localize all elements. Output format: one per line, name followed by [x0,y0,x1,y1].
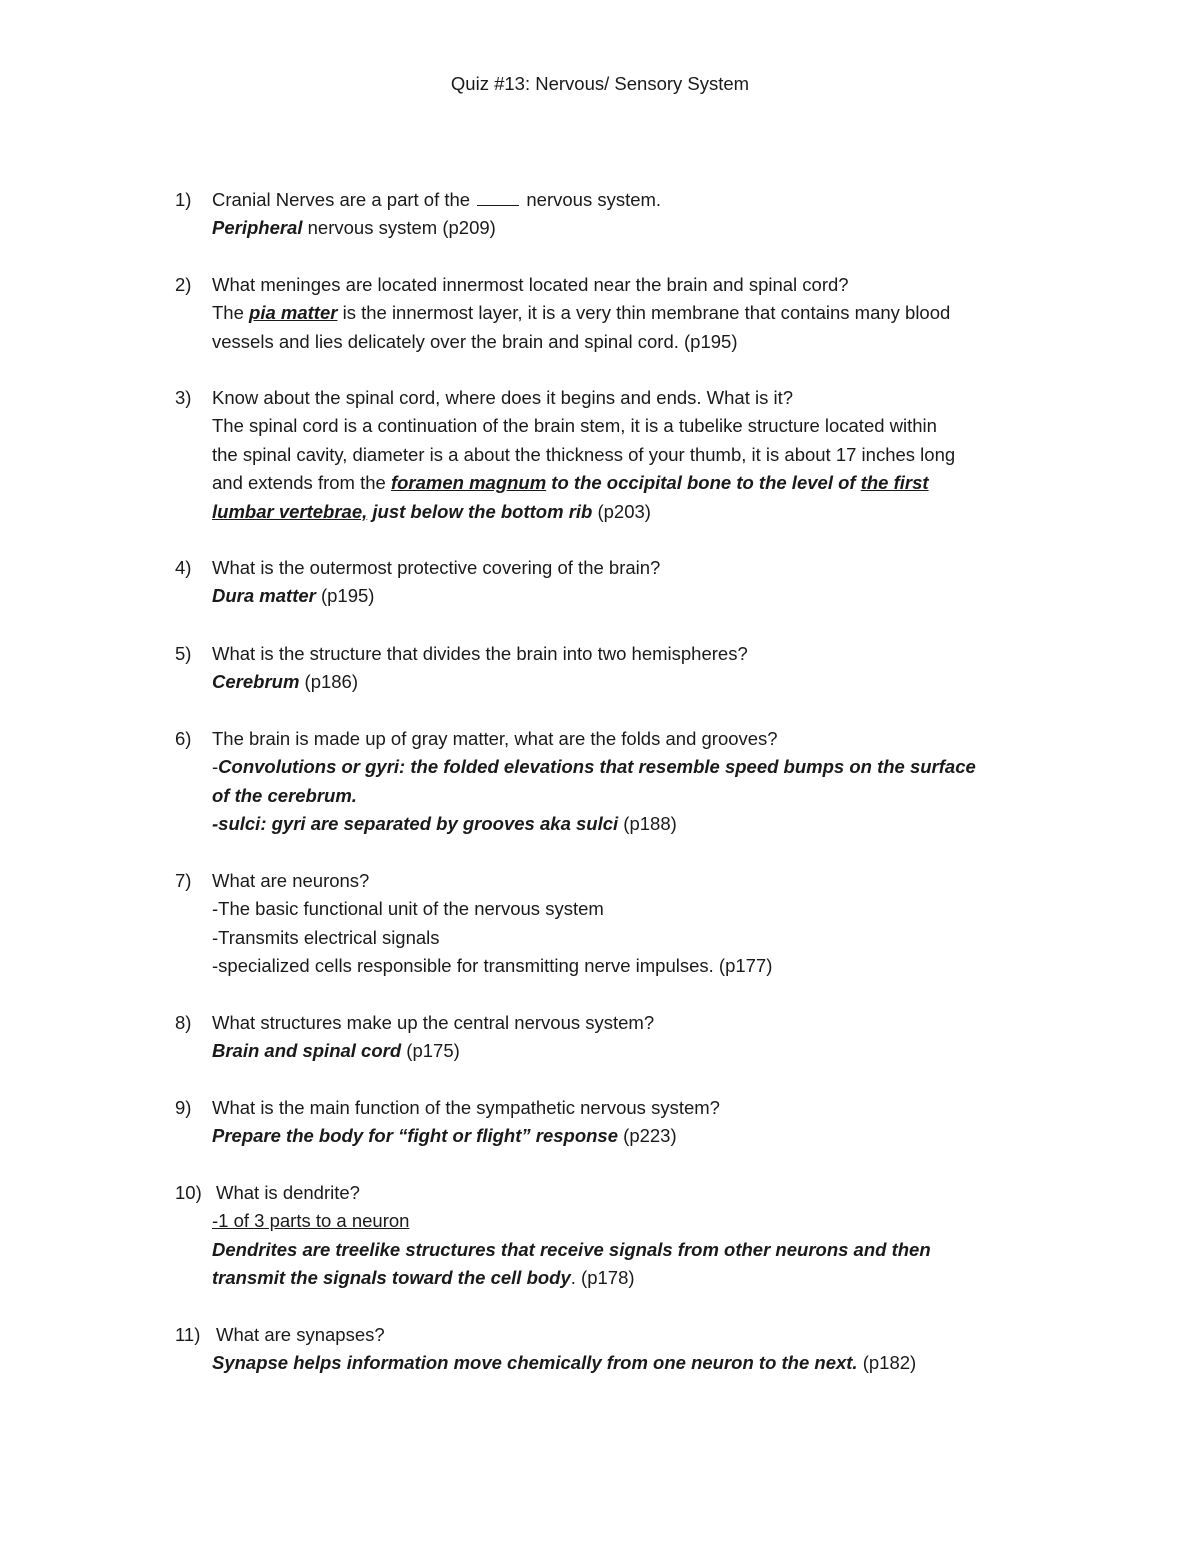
answer-text-continued [212,498,1072,526]
answer-key-term: Prepare the body for “fight or flight” response [212,1125,619,1147]
answer-text [212,582,1072,610]
question-text: What is the outermost protective covering of the brain? [212,557,661,578]
answer-text: -1 of 3 parts to a neuron [212,1210,410,1232]
answer-emphasis: Convolutions or gyri: the folded elevations that resemble speed bumps on the surface [218,756,976,778]
answer-text [212,1122,1072,1150]
answer-key-term: Cerebrum [212,671,300,693]
answer-text [212,753,1072,781]
answer-text-continued: of the cerebrum. [212,784,357,806]
fill-in-blank [477,189,519,206]
answer-text-continued: the spinal cavity, diameter is a about the thickness of your thumb, it is about 17 inches long [212,443,956,465]
answer-text-continued: -specialized cells responsible for transmitting nerve impulses. (p177) [212,955,773,977]
question-text: What structures make up the central nervous system? [212,1012,655,1033]
question-number: 7) [175,870,192,891]
answer-key-term: lumbar vertebrae, [212,500,368,522]
answer-rest: is the innermost layer, it is a very thin membrane that contains many blood [337,302,951,324]
question-number: 5) [175,643,192,664]
question-text-end: nervous system. [526,189,662,210]
answer-text [212,214,1072,242]
question-number: 1) [175,189,192,210]
question-number: 4) [175,557,192,578]
question-number: 9) [175,1097,192,1118]
answer-text-continued [212,810,1072,838]
answer-text: -The basic functional unit of the nervous system [212,898,604,920]
answer-text [212,1349,1072,1377]
question-text: What is dendrite? [216,1182,360,1203]
answer-page-ref: (p223) [618,1125,677,1147]
answer-text-continued [212,469,1072,497]
answer-emphasis: transmit the signals toward the cell body [212,1267,571,1289]
answer-prefix: The [212,302,250,324]
question-number: 2) [175,274,192,295]
answer-text-continued: Dendrites are treelike structures that receive signals from other neurons and then [212,1238,931,1260]
answer-key-term: Brain and spinal cord [212,1040,402,1062]
answer-key-term: Synapse helps information move chemically from one neuron to the next. [212,1352,858,1374]
answer-text: The spinal cord is a continuation of the brain stem, it is a tubelike structure located within [212,415,937,437]
question-number: 8) [175,1012,192,1033]
question-number: 10) [175,1182,202,1203]
answer-text-continued: -Transmits electrical signals [212,926,440,948]
answer-text [212,1037,1072,1065]
question-text: What meninges are located innermost located near the brain and spinal cord? [212,274,849,295]
answer-key-term: the first [860,472,929,494]
answer-key-term: Peripheral [212,217,303,239]
answer-text [212,299,1072,327]
question-number: 11) [175,1324,201,1345]
answer-page-ref: (p175) [401,1040,460,1062]
answer-emphasis: just below the bottom rib [367,500,593,522]
answer-page-ref: (p186) [299,671,359,693]
question-text: The brain is made up of gray matter, what are the folds and grooves? [212,728,778,749]
answer-text-continued [212,1264,1072,1292]
answer-page-ref: (p182) [857,1352,917,1374]
answer-key-term: Dura matter [212,585,316,607]
answer-emphasis: to the occipital bone to the level of [546,472,861,494]
page-title: Quiz #13: Nervous/ Sensory System [450,73,750,94]
answer-text-continued: vessels and lies delicately over the brain and spinal cord. (p195) [212,330,738,352]
question-text: Know about the spinal cord, where does it begins and ends. What is it? [212,387,794,408]
answer-emphasis: -sulci: gyri are separated by grooves aka sulci [212,813,619,835]
answer-page-ref: (p188) [618,813,677,835]
question-number: 6) [175,728,192,749]
question-text: What is the main function of the sympathetic nervous system? [212,1097,720,1118]
question-text-start: Cranial Nerves are a part of the [212,189,471,210]
answer-rest: nervous system (p209) [302,217,496,239]
question-text [212,186,1072,214]
question-text: What is the structure that divides the brain into two hemispheres? [212,643,748,664]
answer-page-ref: (p203) [592,500,651,522]
answer-key-term: pia matter [249,302,338,324]
answer-page-ref: (p195) [315,585,375,607]
answer-prefix: and extends from the [212,472,391,494]
answer-key-term: foramen magnum [390,472,547,494]
answer-dash: - [212,756,219,778]
question-text: What are neurons? [212,870,370,891]
question-number: 3) [175,387,192,408]
question-text: What are synapses? [216,1324,385,1345]
answer-text [212,668,1072,696]
answer-page-ref: . (p178) [570,1267,635,1289]
